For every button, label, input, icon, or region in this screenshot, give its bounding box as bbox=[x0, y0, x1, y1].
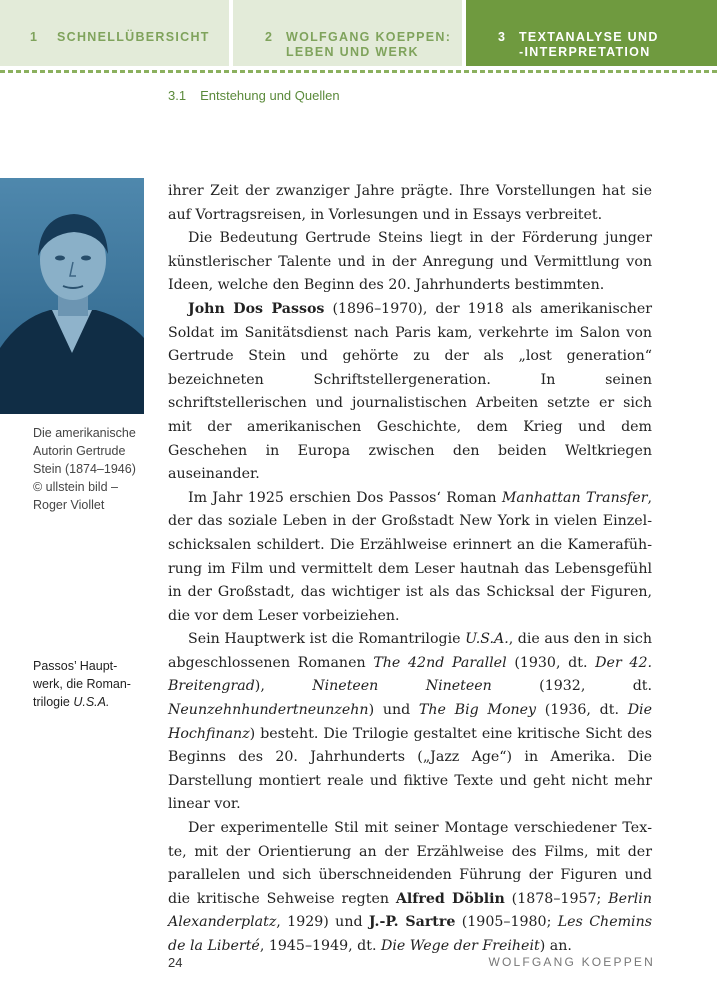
tab-label: SCHNELLÜBERSICHT bbox=[57, 30, 210, 44]
section-number: 3.1 bbox=[168, 88, 187, 103]
tab-leben-und-werk[interactable] bbox=[233, 0, 462, 66]
section-title: Entstehung und Quellen bbox=[200, 88, 340, 103]
paragraph: John Dos Passos (1896–1970), der 1918 als amerikanischer Soldat im Sanitätsdienst nach Paris kam, verkehrte im Salon von Gertrude Stein und gehörte zu der als „lost generation“ bezeichneten Schriftstellergeneration. In seinen schriftstellerischen und journalistischen Arbeiten setzte er sich mit der amerikanischen Geschichte, dem Krieg und dem Geschehen in Europa zwischen den beiden Weltkriegen auseinander. bbox=[168, 300, 653, 483]
running-title: WOLFGANG KOEPPEN bbox=[488, 955, 655, 969]
chapter-tabs bbox=[0, 0, 717, 66]
tab-number: 2 bbox=[265, 30, 274, 44]
tab-schnelluebersicht[interactable] bbox=[0, 0, 229, 66]
paragraph: Der experimentelle Stil mit seiner Montage verschiedener Texte, mit der Orientierung an der Erzählweise des Films, mit der parallelen und sich überschneidenden Führung der Figuren und die kritische Sehweise regten Alfred Döblin (1878–1957; Berlin Alexanderplatz, 1929) und J.-P. Sartre (1905–1980; Les Chemins de la Liberté, 1945–1949, dt. Die Wege der Freiheit) an. bbox=[168, 820, 652, 954]
photo-caption: Die amerikanische Autorin Gertrude Stein (1874–1946) © ullstein bild – Roger Viollet bbox=[33, 426, 136, 512]
margin-note: Passos’ Haupt- werk, die Roman- trilogie U.S.A. bbox=[33, 659, 131, 709]
page-number: 24 bbox=[168, 955, 183, 970]
section-heading bbox=[168, 88, 340, 103]
tab-label: TEXTANALYSE UND -INTERPRETATION bbox=[519, 30, 659, 59]
body-text bbox=[168, 180, 652, 959]
paragraph: Sein Hauptwerk ist die Romantrilogie U.S.A., die aus den in sich abgeschlossenen Romanen The 42nd Parallel (1930, dt. Der 42. Breitengrad), Nineteen Nineteen (1932, dt. Neunzehnhundertneunzehn) und The Big Money (1936, dt. Die Hochfinanz) besteht. Die Trilogie gestaltet eine kritische Sicht des Beginns des 20. Jahrhunderts („Jazz Age“) in Amerika. Die Darstellung montiert reale und fiktive Texte und geht nicht mehr linear vor. bbox=[168, 631, 652, 813]
tab-label: WOLFGANG KOEPPEN: LEBEN UND WERK bbox=[286, 30, 452, 59]
tab-number: 1 bbox=[30, 30, 39, 44]
paragraph: Die Bedeutung Gertrude Steins liegt in der Förderung junger künstlerischer Talente und in der Anregung und Vermittlung von Ideen, welche den Beginn des 20. Jahrhunderts bestimmten. bbox=[168, 230, 652, 294]
portrait-image bbox=[0, 178, 144, 414]
paragraph: Im Jahr 1925 erschien Dos Passos‘ Roman Manhattan Transfer, der das soziale Leben in der Großstadt New York in vielen Einzelschicksalen schildert. Die Erzählweise erinnert an die Kameraführung im Film und vermittelt dem Leser hautnah das Lebensgefühl in der Großstadt, das wichtiger ist als das Schicksal der Figuren, die vor dem Leser vorbeiziehen. bbox=[168, 489, 652, 624]
paragraph: ihrer Zeit der zwanziger Jahre prägte. Ihre Vorstellungen hat sie auf Vortragsreisen, in Vorlesungen und in Essays verbreitet. bbox=[168, 183, 652, 223]
portrait-photo bbox=[0, 178, 144, 414]
tab-textanalyse[interactable] bbox=[466, 0, 717, 66]
author-name: John Dos Passos bbox=[188, 300, 325, 317]
tab-number: 3 bbox=[498, 30, 507, 44]
header-dashed-rule bbox=[0, 70, 717, 73]
book-title: Manhattan Transfer bbox=[501, 489, 648, 506]
